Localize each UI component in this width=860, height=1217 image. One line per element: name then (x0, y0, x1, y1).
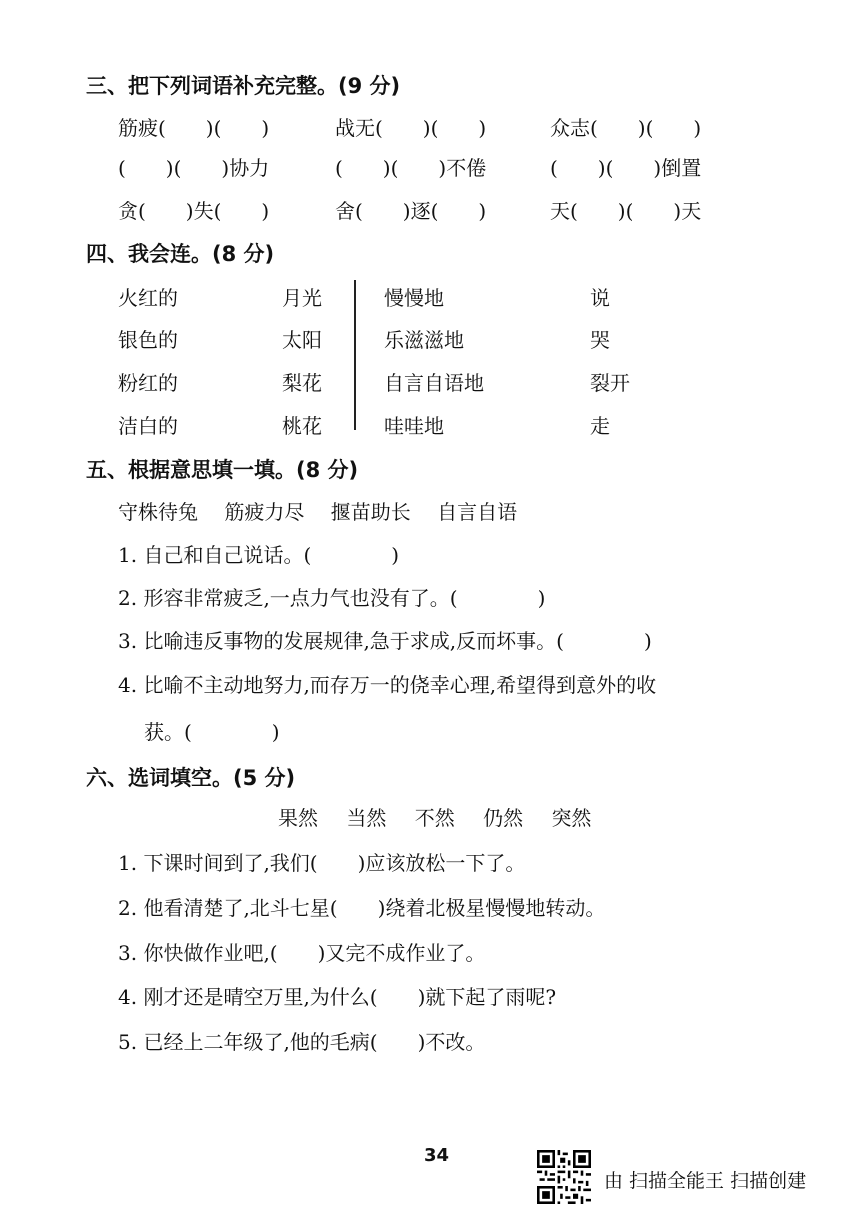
word-bank-item: 突然 (551, 806, 592, 830)
idiom-blank: ( )( )协力 (118, 156, 270, 180)
word-bank-item: 不然 (414, 806, 455, 830)
word-bank-item: 自言自语 (437, 500, 518, 524)
question-item: 4. 比喻不主动地努力,而存万一的侥幸心理,希望得到意外的收 (118, 673, 657, 697)
question-item: 4. 刚才还是晴空万里,为什么( )就下起了雨呢? (118, 985, 557, 1009)
word-bank (118, 496, 517, 525)
column-divider (354, 280, 356, 430)
idiom-blank: 贪( )失( ) (118, 199, 270, 223)
scanner-watermark: 由 扫描全能王 扫描创建 (604, 1170, 807, 1192)
question-item: 1. 下课时间到了,我们( )应该放松一下了。 (118, 851, 526, 875)
section-5-title: 五、根据意思填一填。(8 分) (86, 458, 359, 482)
match-item: 自言自语地 (384, 371, 484, 395)
word-bank-item: 筋疲力尽 (224, 500, 305, 524)
match-item: 粉红的 (118, 371, 178, 395)
section-3-title: 三、把下列词语补充完整。(9 分) (86, 74, 401, 98)
word-bank (278, 802, 591, 831)
word-bank-item: 当然 (346, 806, 387, 830)
match-item: 太阳 (282, 328, 322, 352)
idiom-blank: 战无( )( ) (335, 116, 487, 140)
idiom-blank: 筋疲( )( ) (118, 116, 270, 140)
word-bank-item: 果然 (278, 806, 318, 830)
question-item: 5. 已经上二年级了,他的毛病( )不改。 (118, 1030, 486, 1054)
idiom-blank: 舍( )逐( ) (335, 199, 487, 223)
question-item: 2. 形容非常疲乏,一点力气也没有了。( ) (118, 586, 546, 610)
match-item: 哇哇地 (384, 414, 444, 438)
word-bank-item: 守株待兔 (118, 500, 198, 524)
question-item: 3. 比喻违反事物的发展规律,急于求成,反而坏事。( ) (118, 629, 652, 653)
match-item: 哭 (590, 328, 610, 352)
section-6-title: 六、选词填空。(5 分) (86, 766, 296, 790)
match-item: 裂开 (590, 371, 630, 395)
idiom-blank: ( )( )倒置 (550, 156, 702, 180)
match-item: 走 (590, 414, 610, 438)
question-item: 1. 自己和自己说话。( ) (118, 543, 400, 567)
question-item: 3. 你快做作业吧,( )又完不成作业了。 (118, 941, 486, 965)
match-item: 洁白的 (118, 414, 178, 438)
match-item: 说 (590, 286, 610, 310)
match-item: 梨花 (282, 371, 322, 395)
match-item: 慢慢地 (384, 286, 444, 310)
idiom-blank: 天( )( )天 (550, 199, 702, 223)
match-item: 月光 (282, 286, 322, 310)
match-item: 火红的 (118, 286, 178, 310)
match-item: 桃花 (282, 414, 322, 438)
idiom-blank: 众志( )( ) (550, 116, 702, 140)
question-item-continued: 获。( ) (144, 720, 280, 744)
section-4-title: 四、我会连。(8 分) (86, 242, 275, 266)
question-item: 2. 他看清楚了,北斗七星( )绕着北极星慢慢地转动。 (118, 896, 606, 920)
page-number: 34 (424, 1145, 450, 1166)
word-bank-item: 揠苗助长 (330, 500, 411, 524)
qr-code-icon (537, 1150, 591, 1204)
match-item: 银色的 (118, 328, 178, 352)
word-bank-item: 仍然 (483, 806, 524, 830)
match-item: 乐滋滋地 (384, 328, 464, 352)
idiom-blank: ( )( )不倦 (335, 156, 487, 180)
